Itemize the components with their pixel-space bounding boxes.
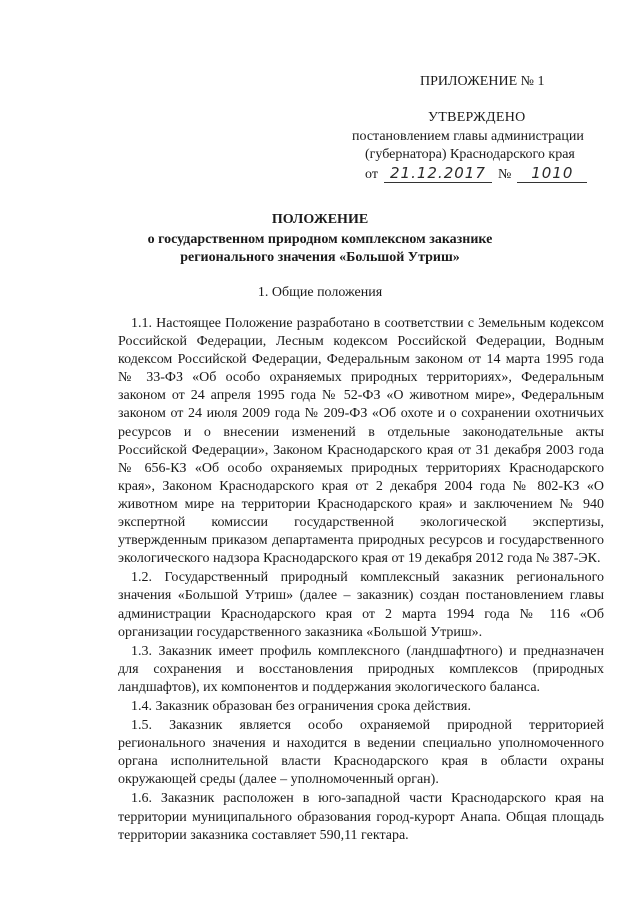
- approval-date-line: [365, 164, 587, 183]
- section-heading: 1. Общие положения: [257, 285, 383, 300]
- date-prefix: от: [365, 167, 378, 182]
- paragraph-1-2: 1.2. Государственный природный комплексный заказник регионального значения «Большой Утриш» (далее – заказник) создан постановлением главы администрации Краснодарского края от 2 марта 1994 года № 116 «Об организации государственного заказника «Большой Утриш».: [118, 570, 604, 640]
- document-subtitle-line2: регионального значения «Большой Утриш»: [180, 250, 460, 265]
- paragraph-1-4: 1.4. Заказник образован без ограничения срока действия.: [131, 698, 471, 714]
- handwritten-date: 21.12.2017: [384, 164, 492, 183]
- document-body: [118, 315, 604, 846]
- number-prefix: №: [497, 167, 512, 182]
- paragraph-1-6: 1.6. Заказник расположен в юго-западной части Краснодарского края на территории муниципального образования город-курорт Анапа. Общая площадь территории заказника составляет 590,11 гектара.: [118, 791, 604, 843]
- document-subtitle-line1: о государственном природном комплексном заказнике: [147, 232, 493, 247]
- handwritten-number: 1010: [517, 164, 587, 183]
- approved-by-line2: (губернатора) Краснодарского края: [365, 147, 575, 162]
- approved-label: УТВЕРЖДЕНО: [428, 110, 526, 125]
- annex-label: ПРИЛОЖЕНИЕ № 1: [420, 74, 545, 89]
- approved-by-line1: постановлением главы администрации: [352, 129, 584, 144]
- document-title: ПОЛОЖЕНИЕ: [271, 212, 369, 227]
- paragraph-1-1: 1.1. Настоящее Положение разработано в соответствии с Земельным кодексом Российской Федерации, Лесным кодексом Российской Федерации, Водным кодексом Российской Федерации, Федеральным законом от 14 марта 1995 года № 33-ФЗ «Об особо охраняемых природных территориях», Федеральным законом от 24 апреля 1995 года № 52-ФЗ «О животном мире», Федеральным законом от 24 июля 2009 года № 209-ФЗ «Об охоте и о сохранении охотничьих ресурсов и о внесении изменений в отдельные законодательные акты Российской Федерации», Законом Краснодарского края от 31 декабря 2003 года № 656-КЗ «Об особо охраняемых природных территориях Краснодарского края», Законом Краснодарского края от 2 декабря 2004 года № 802-КЗ «О животном мире на территории Краснодарского края» и заключением № 940 экспертной комиссии государственной экологической экспертизы, утвержденным приказом департамента природных ресурсов и государственного экологического надзора Краснодарского края от 19 декабря 2012 года № 387-ЭК.: [118, 316, 604, 567]
- paragraph-1-3: 1.3. Заказник имеет профиль комплексного (ландшафтного) и предназначен для сохранения и восстановления природных комплексов (природных ландшафтов), их компонентов и поддержания экологического баланса.: [118, 643, 604, 695]
- paragraph-1-5: 1.5. Заказник является особо охраняемой природной территорией регионального значения и находится в ведении специально уполномоченного органа исполнительной власти Краснодарского края в области охраны окружающей среды (далее – уполномоченный орган).: [118, 718, 604, 788]
